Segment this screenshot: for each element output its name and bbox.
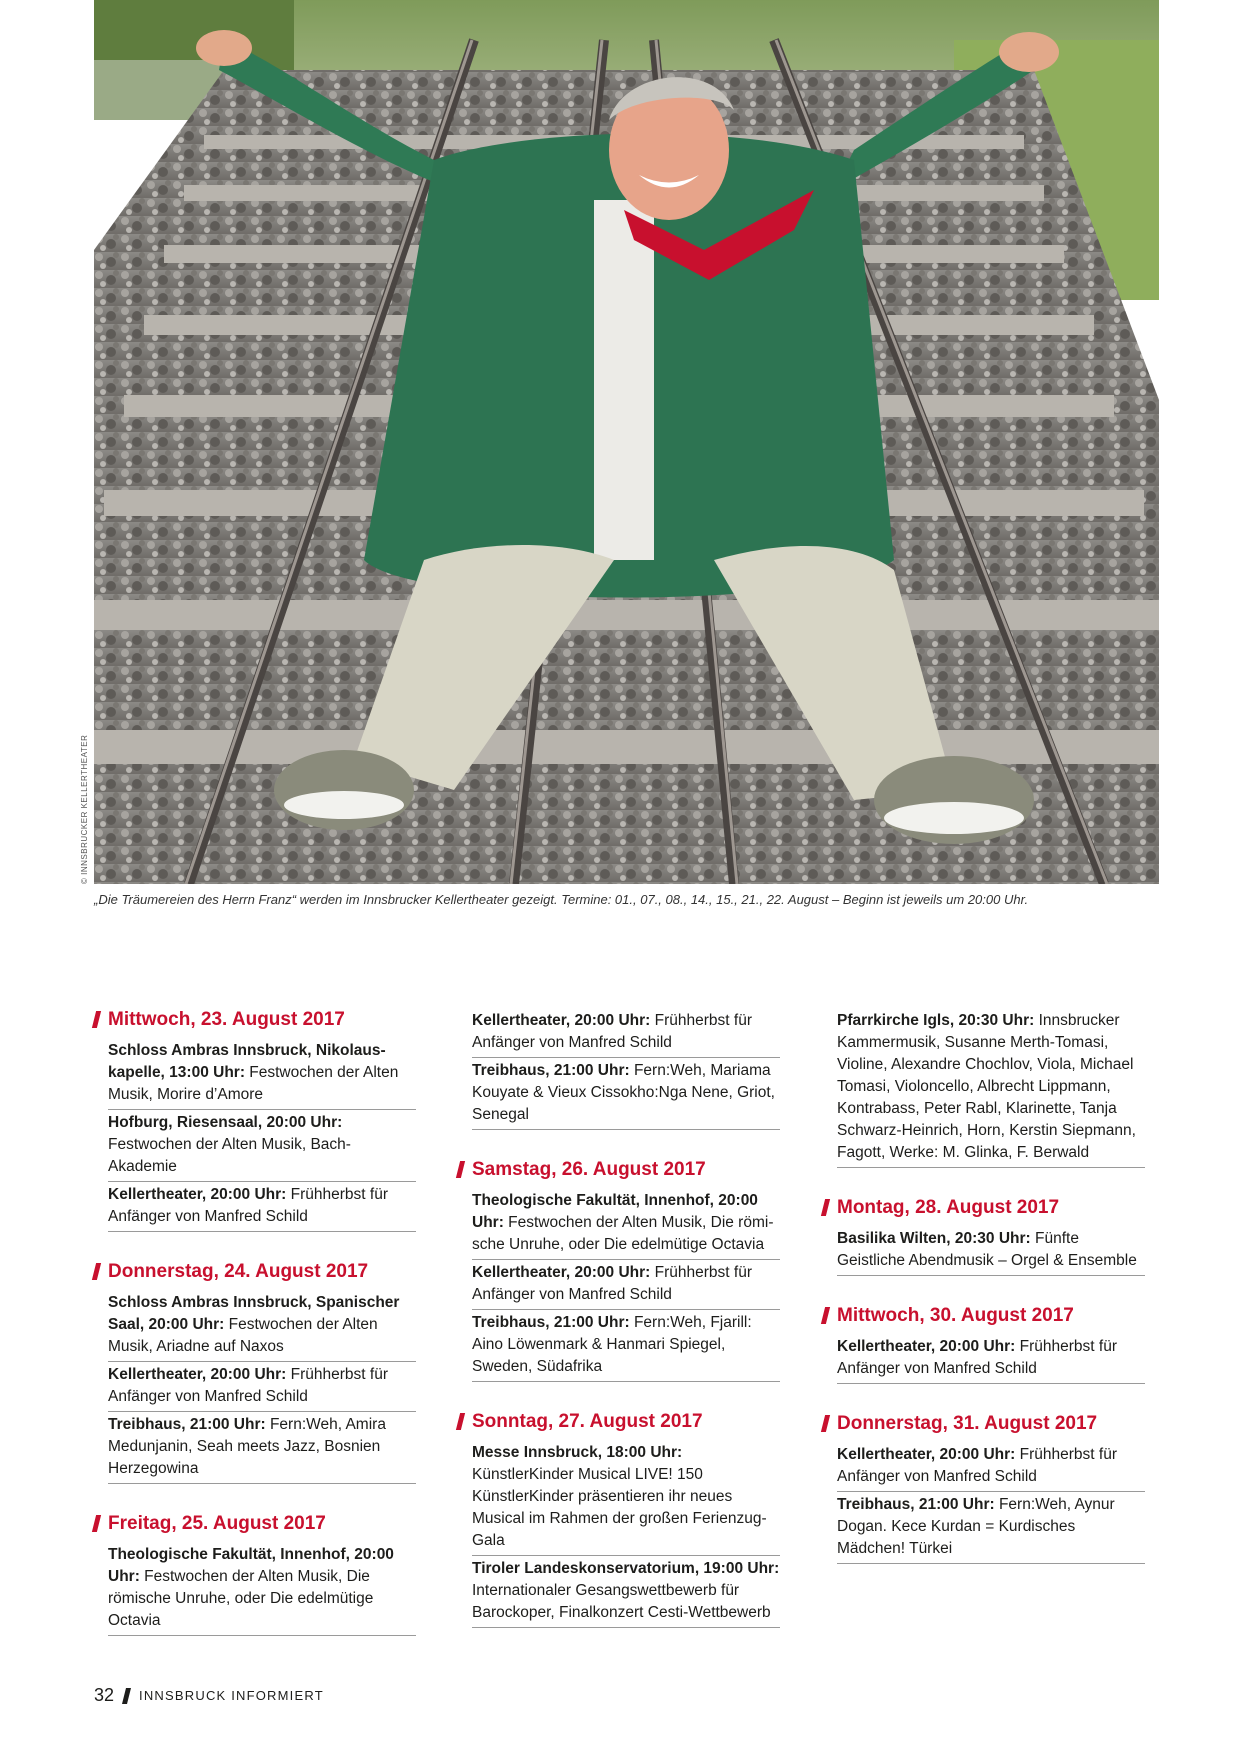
day-heading bbox=[458, 1158, 780, 1182]
day-heading bbox=[823, 1304, 1145, 1328]
day-title: Montag, 28. August 2017 bbox=[837, 1197, 1060, 1218]
day-heading bbox=[458, 1410, 780, 1434]
event-venue-time: Kellertheater, 20:00 Uhr: bbox=[108, 1366, 287, 1383]
day-block bbox=[458, 1008, 780, 1130]
event-venue-time: Pfarrkirche Igls, 20:30 Uhr: bbox=[837, 1012, 1035, 1029]
day-heading bbox=[823, 1412, 1145, 1436]
event-venue-time: Kellertheater, 20:00 Uhr: bbox=[837, 1338, 1016, 1355]
event-description: Festwochen der Alten Musik, Ariadne auf Naxos bbox=[108, 1316, 378, 1355]
day-block bbox=[823, 1412, 1145, 1564]
event-venue-time: Kellertheater, 20:00 Uhr: bbox=[472, 1012, 651, 1029]
magazine-name: INNSBRUCK INFORMIERT bbox=[139, 1688, 324, 1703]
event-entry bbox=[837, 1442, 1145, 1492]
event-entry bbox=[472, 1008, 780, 1058]
event-venue-time: Treibhaus, 21:00 Uhr: bbox=[108, 1416, 266, 1433]
day-block bbox=[823, 1196, 1145, 1276]
page-footer bbox=[94, 1685, 324, 1706]
day-block bbox=[458, 1410, 780, 1628]
day-slash-mark bbox=[821, 1415, 830, 1432]
page-number: 32 bbox=[94, 1685, 115, 1705]
day-title: Mittwoch, 23. August 2017 bbox=[108, 1009, 345, 1030]
event-description: Fern:Weh, Aynur Dogan. Kece Kurdan = Kurdisches Mädchen! Türkei bbox=[837, 1496, 1115, 1557]
event-description: Fern:Weh, Mariama Kouyate & Vieux Cissokho:Nga Nene, Griot, Senegal bbox=[472, 1062, 775, 1123]
day-title: Donnerstag, 24. August 2017 bbox=[108, 1261, 369, 1282]
day-title: Mittwoch, 30. August 2017 bbox=[837, 1305, 1074, 1326]
event-venue-time: Hofburg, Riesensaal, 20:00 Uhr: bbox=[108, 1114, 343, 1131]
day-title: Sonntag, 27. August 2017 bbox=[472, 1411, 703, 1432]
event-venue-time: Treibhaus, 21:00 Uhr: bbox=[472, 1062, 630, 1079]
day-title: Donnerstag, 31. August 2017 bbox=[837, 1413, 1098, 1434]
day-slash-mark bbox=[456, 1413, 465, 1430]
event-description: Frühherbst für Anfänger von Manfred Schild bbox=[837, 1446, 1117, 1485]
event-entry bbox=[108, 1182, 416, 1232]
event-entry bbox=[472, 1260, 780, 1310]
event-entry bbox=[837, 1008, 1145, 1168]
day-heading bbox=[823, 1196, 1145, 1220]
event-venue-time: Schloss Ambras Innsbruck, Spanischer Saal, 20:00 Uhr: bbox=[108, 1294, 400, 1333]
day-slash-mark bbox=[92, 1011, 101, 1028]
event-entry bbox=[472, 1556, 780, 1628]
footer-slash-mark bbox=[122, 1688, 131, 1704]
event-entry bbox=[108, 1038, 416, 1110]
event-entry bbox=[108, 1290, 416, 1362]
event-description: Festwochen der Alten Musik, Die römische Unruhe, oder Die edelmütige Octavia bbox=[472, 1214, 774, 1253]
event-description: Fern:Weh, Fjarill: Aino Löwenmark & Hanmari Spiegel, Sweden, Südafrika bbox=[472, 1314, 752, 1375]
event-entry bbox=[472, 1440, 780, 1556]
event-entry bbox=[108, 1362, 416, 1412]
event-entry bbox=[837, 1226, 1145, 1276]
event-entry bbox=[472, 1058, 780, 1130]
event-venue-time: Basilika Wilten, 20:30 Uhr: bbox=[837, 1230, 1031, 1247]
event-description: Festwochen der Alten Musik, Bach-Akademie bbox=[108, 1136, 351, 1175]
event-description: Frühherbst für Anfänger von Manfred Schild bbox=[837, 1338, 1117, 1377]
event-venue-time: Tiroler Landeskonservatorium, 19:00 Uhr: bbox=[472, 1560, 780, 1577]
event-description: Fern:Weh, Amira Medunjanin, Seah meets Jazz, Bosnien Herzegowina bbox=[108, 1416, 386, 1477]
event-description: Frühherbst für Anfänger von Manfred Schild bbox=[108, 1366, 388, 1405]
event-venue-time: Kellertheater, 20:00 Uhr: bbox=[472, 1264, 651, 1281]
event-venue-time: Treibhaus, 21:00 Uhr: bbox=[472, 1314, 630, 1331]
event-entry bbox=[837, 1334, 1145, 1384]
event-entry bbox=[472, 1310, 780, 1382]
event-description: KünstlerKinder Musical LIVE! 150 KünstlerKinder präsentieren ihr neues Musical im Rahmen der großen Ferienzug-Gala bbox=[472, 1466, 767, 1549]
event-entry bbox=[108, 1542, 416, 1636]
event-description: Festwochen der Alten Musik, Morire d’Amore bbox=[108, 1064, 399, 1103]
photo-illustration bbox=[94, 0, 1159, 884]
event-description: Internationaler Gesangswettbewerb für Barockoper, Finalkonzert Cesti-Wettbewerb bbox=[472, 1582, 771, 1621]
event-description: Festwochen der Alten Musik, Die römische Unruhe, oder Die edelmütige Octavia bbox=[108, 1568, 374, 1629]
event-entry bbox=[472, 1188, 780, 1260]
event-venue-time: Messe Innsbruck, 18:00 Uhr: bbox=[472, 1444, 683, 1461]
calendar-column-3 bbox=[823, 1008, 1145, 1592]
event-venue-time: Schloss Ambras Innsbruck, Nikolauskapelle, 13:00 Uhr: bbox=[108, 1042, 386, 1081]
calendar-column-2 bbox=[458, 1008, 780, 1656]
day-block bbox=[94, 1260, 416, 1484]
event-description: Innsbrucker Kammermusik, Susanne Merth-Tomasi, Violine, Alexandre Chochlov, Viola, Michael Tomasi, Violoncello, Albrecht Lippmann, Kontrabass, Peter Rabl, Klarinette, Tanja Schwarz-Heinrich, Horn, Kerstin Siepmann, Fagott, Werke: M. Glinka, F. Berwald bbox=[837, 1012, 1136, 1161]
day-block bbox=[823, 1008, 1145, 1168]
day-block bbox=[94, 1512, 416, 1636]
event-entry bbox=[108, 1412, 416, 1484]
day-block bbox=[94, 1008, 416, 1232]
day-title: Samstag, 26. August 2017 bbox=[472, 1159, 706, 1180]
day-heading bbox=[94, 1260, 416, 1284]
event-venue-time: Kellertheater, 20:00 Uhr: bbox=[108, 1186, 287, 1203]
calendar-column-1 bbox=[94, 1008, 416, 1664]
event-entry bbox=[837, 1492, 1145, 1564]
day-slash-mark bbox=[92, 1515, 101, 1532]
day-title: Freitag, 25. August 2017 bbox=[108, 1513, 326, 1534]
day-heading bbox=[94, 1008, 416, 1032]
event-venue-time: Theologische Fakultät, Innenhof, 20:00 Uhr: bbox=[108, 1546, 394, 1585]
day-heading bbox=[94, 1512, 416, 1536]
event-entry bbox=[108, 1110, 416, 1182]
photo-credit: © INNSBRUCKER KELLERTHEATER bbox=[80, 734, 89, 884]
day-slash-mark bbox=[821, 1199, 830, 1216]
day-slash-mark bbox=[92, 1263, 101, 1280]
event-description: Frühherbst für Anfänger von Manfred Schild bbox=[472, 1012, 752, 1051]
day-block bbox=[823, 1304, 1145, 1384]
photo-caption: „Die Träumereien des Herrn Franz“ werden im Innsbrucker Kellertheater gezeigt. Termine: 01., 07., 08., 14., 15., 21., 22. August – Beginn ist jeweils um 20:00 Uhr. bbox=[94, 892, 1029, 907]
event-venue-time: Treibhaus, 21:00 Uhr: bbox=[837, 1496, 995, 1513]
event-venue-time: Theologische Fakultät, Innenhof, 20:00 Uhr: bbox=[472, 1192, 758, 1231]
event-description: Frühherbst für Anfänger von Manfred Schild bbox=[108, 1186, 388, 1225]
event-description: Fünfte Geistliche Abendmusik – Orgel & Ensemble bbox=[837, 1230, 1137, 1269]
day-block bbox=[458, 1158, 780, 1382]
day-slash-mark bbox=[456, 1161, 465, 1178]
event-description: Frühherbst für Anfänger von Manfred Schild bbox=[472, 1264, 752, 1303]
event-venue-time: Kellertheater, 20:00 Uhr: bbox=[837, 1446, 1016, 1463]
hero-photo bbox=[94, 0, 1159, 884]
day-slash-mark bbox=[821, 1307, 830, 1324]
